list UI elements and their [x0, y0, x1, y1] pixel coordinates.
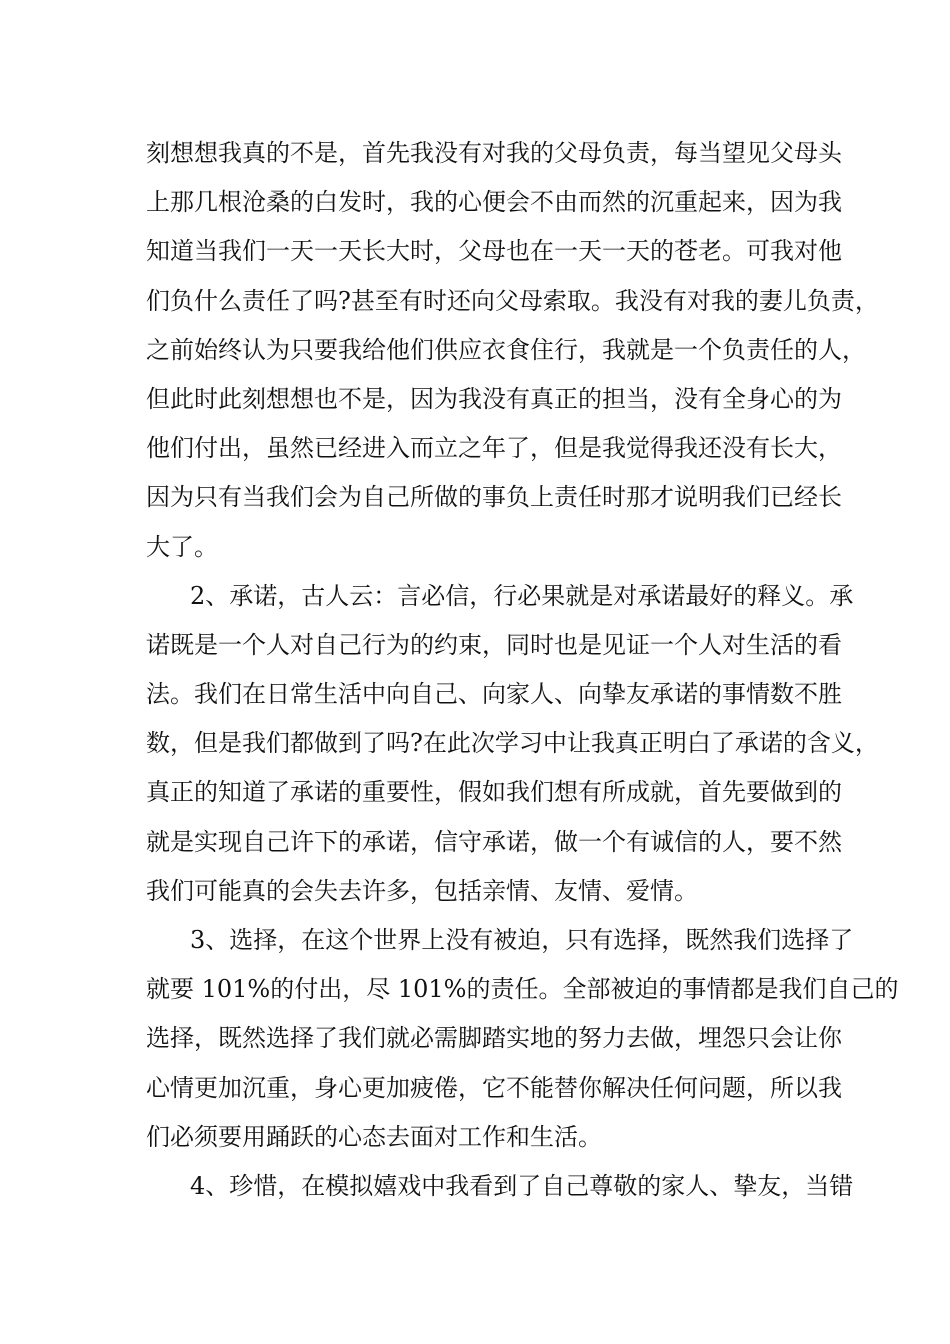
text-line: 们必须要用踊跃的心态去面对工作和生活。 — [146, 1122, 602, 1151]
text-line: 心情更加沉重，身心更加疲倦，它不能替你解决任何问题，所以我 — [146, 1073, 842, 1102]
text-line: 就是实现自己许下的承诺，信守承诺，做一个有诚信的人，要不然 — [146, 827, 842, 856]
text-line: 之前始终认为只要我给他们供应衣食住行，我就是一个负责任的人， — [146, 335, 866, 364]
text-line: 就要 101%的付出，尽 101%的责任。全部被迫的事情都是我们自己的 — [146, 975, 899, 1004]
body-text — [146, 129, 899, 1211]
paragraph-start-line: 3、选择，在这个世界上没有被迫，只有选择，既然我们选择了 — [190, 926, 854, 954]
text-line: 数，但是我们都做到了吗?在此次学习中让我真正明白了承诺的含义， — [146, 729, 879, 758]
text-line: 但此时此刻想想也不是，因为我没有真正的担当，没有全身心的为 — [146, 384, 842, 413]
text-line: 们负什么责任了吗?甚至有时还向父母索取。我没有对我的妻儿负责， — [146, 286, 879, 315]
text-line: 法。我们在日常生活中向自己、向家人、向挚友承诺的事情数不胜 — [146, 680, 842, 709]
text-line: 真正的知道了承诺的重要性，假如我们想有所成就，首先要做到的 — [146, 778, 842, 807]
text-line: 知道当我们一天一天长大时，父母也在一天一天的苍老。可我对他 — [146, 237, 842, 266]
text-line: 刻想想我真的不是，首先我没有对我的父母负责，每当望见父母头 — [146, 139, 842, 167]
text-line: 他们付出，虽然已经进入而立之年了，但是我觉得我还没有长大， — [146, 434, 842, 463]
paragraph-start-line: 4、珍惜，在模拟嬉戏中我看到了自己尊敬的家人、挚友，当错 — [190, 1171, 854, 1200]
text-line: 大了。 — [146, 532, 218, 561]
text-line: 我们可能真的会失去许多，包括亲情、友情、爱情。 — [146, 876, 698, 905]
text-line: 上那几根沧桑的白发时，我的心便会不由而然的沉重起来，因为我 — [146, 188, 842, 217]
text-line: 诺既是一个人对自己行为的约束，同时也是见证一个人对生活的看 — [146, 630, 842, 659]
text-line: 因为只有当我们会为自己所做的事负上责任时那才说明我们已经长 — [146, 483, 842, 512]
text-line: 选择，既然选择了我们就必需脚踏实地的努力去做，埋怨只会让你 — [146, 1024, 842, 1053]
paragraph-start-line: 2、承诺，古人云：言必信，行必果就是对承诺最好的释义。承 — [190, 581, 854, 610]
